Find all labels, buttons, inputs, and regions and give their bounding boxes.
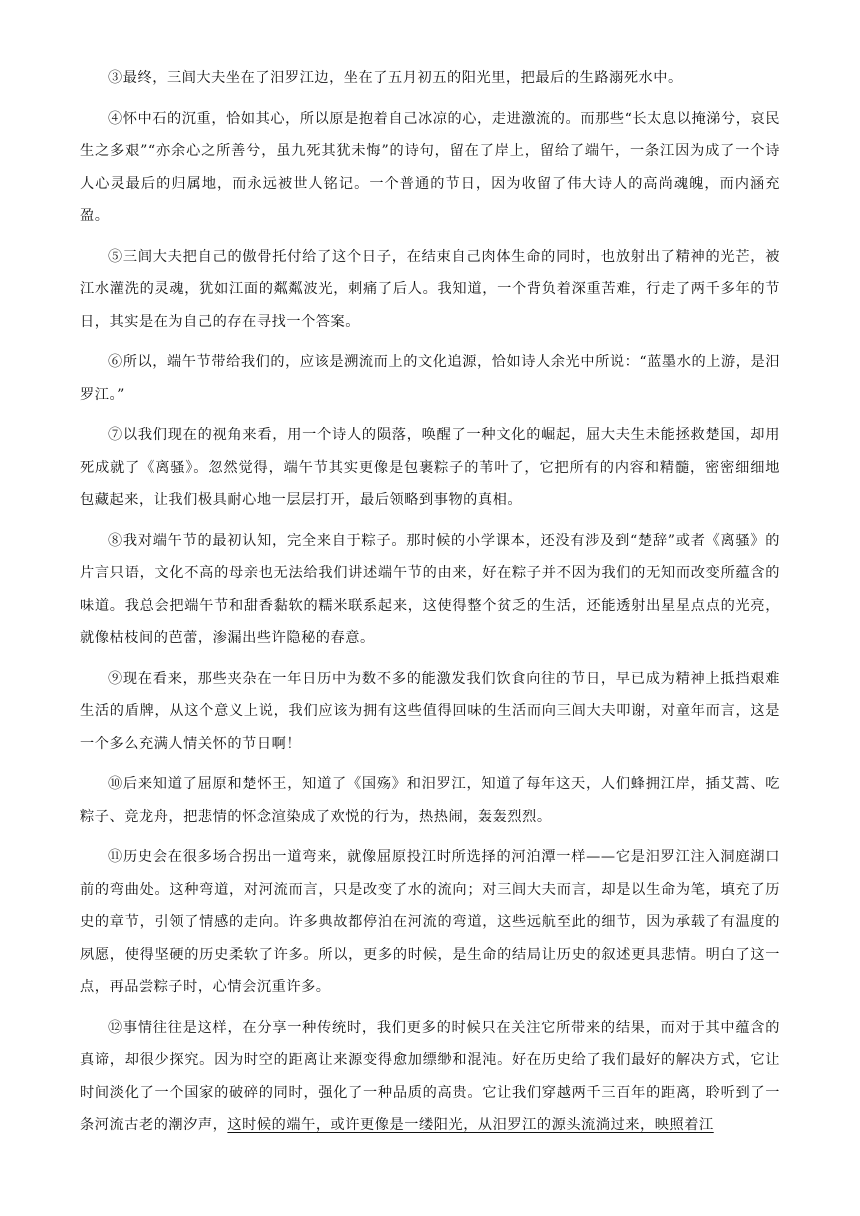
paragraph-12-text: ⑫事情往往是这样，在分享一种传统时，我们更多的时候只在关注它所带来的结果，而对于其中蕴含的真谛，却很少探究。因为时空的距离让来源变得愈加缥缈和混沌。好在历史给了我们最好的解决方式，它让时间淡化了一个国家的破碎的同时，强化了一种品质的高贵。它让我们穿越两千三百年的距离，聆听到了一条河流古老的潮汐声， [80,1019,780,1133]
paragraph-10: ⑩后来知道了屈原和楚怀王，知道了《国殇》和汨罗江，知道了每年这天，人们蜂拥江岸，插艾蒿、吃粽子、竞龙舟，把悲情的怀念渲染成了欢悦的行为，热热闹，轰轰烈烈。 [80,776,780,825]
paragraph-12 [80,1012,780,1142]
paragraph-6: ⑥所以，端午节带给我们的，应该是溯流而上的文化追源，恰如诗人余光中所说：“蓝墨水的上游，是汨罗江。” [80,354,780,403]
paragraph-7: ⑦以我们现在的视角来看，用一个诗人的陨落，唤醒了一种文化的崛起，屈大夫生未能拯救楚国，却用死成就了《离骚》。忽然觉得，端午节其实更像是包裹粽子的苇叶了，它把所有的内容和精髓，密密细细地包藏起来，让我们极具耐心地一层层打开，最后领略到事物的真相。 [80,427,780,508]
underlined-sentence: 这时候的端午，或许更像是一缕阳光，从汨罗江的源头流淌过来，映照着江 [227,1117,714,1133]
paragraph-5: ⑤三闾大夫把自己的傲骨托付给了这个日子，在结束自己肉体生命的同时，也放射出了精神的光芒，被江水灌洗的灵魂，犹如江面的粼粼波光，刺痛了后人。我知道，一个背负着深重苦难，行走了两千多年的节日，其实是在为自己的存在寻找一个答案。 [80,248,780,330]
paragraph-4: ④怀中石的沉重，恰如其心，所以原是抱着自己冰凉的心，走进激流的。而那些“长太息以掩涕兮，哀民生之多艰”“亦余心之所善兮，虽九死其犹未悔”的诗句，留在了岸上，留给了端午，一条江因为成了一个诗人心灵最后的归属地，而永远被世人铭记。一个普通的节日，因为收留了伟大诗人的高尚魂魄，而内涵充盈。 [80,110,780,224]
paragraph-9: ⑨现在看来，那些夹杂在一年日历中为数不多的能激发我们饮食向往的节日，早已成为精神上抵挡艰难生活的盾牌，从这个意义上说，我们应该为拥有这些值得回味的生活而向三闾大夫叩谢，对童年而言，这是一个多么充满人情关怀的节日啊！ [80,670,780,752]
document-page [80,62,780,1150]
paragraph-3: ③最终，三闾大夫坐在了汨罗江边，坐在了五月初五的阳光里，把最后的生路溺死水中。 [108,70,683,86]
paragraph-8: ⑧我对端午节的最初认知，完全来自于粽子。那时候的小学课本，还没有涉及到“楚辞”或者《离骚》的片言只语，文化不高的母亲也无法给我们讲述端午节的由来，好在粽子并不因为我们的无知而改变所蕴含的味道。我总会把端午节和甜香黏软的糯米联系起来，这使得整个贫乏的生活，还能透射出星星点点的光亮，就像枯枝间的芭蕾，渗漏出些许隐秘的春意。 [80,532,780,646]
paragraph-11: ⑪历史会在很多场合拐出一道弯来，就像屈原投江时所选择的河泊潭一样——它是汨罗江注入洞庭湖口前的弯曲处。这种弯道，对河流而言，只是改变了水的流向；对三闾大夫而言，却是以生命为笔，填充了历史的章节，引领了情感的走向。许多典故都停泊在河流的弯道，这些远航至此的细节，因为承载了有温度的夙愿，使得坚硬的历史柔软了许多。所以，更多的时候，是生命的结局让历史的叙述更具悲情。明白了这一点，再品尝粽子时，心情会沉重许多。 [80,849,780,995]
